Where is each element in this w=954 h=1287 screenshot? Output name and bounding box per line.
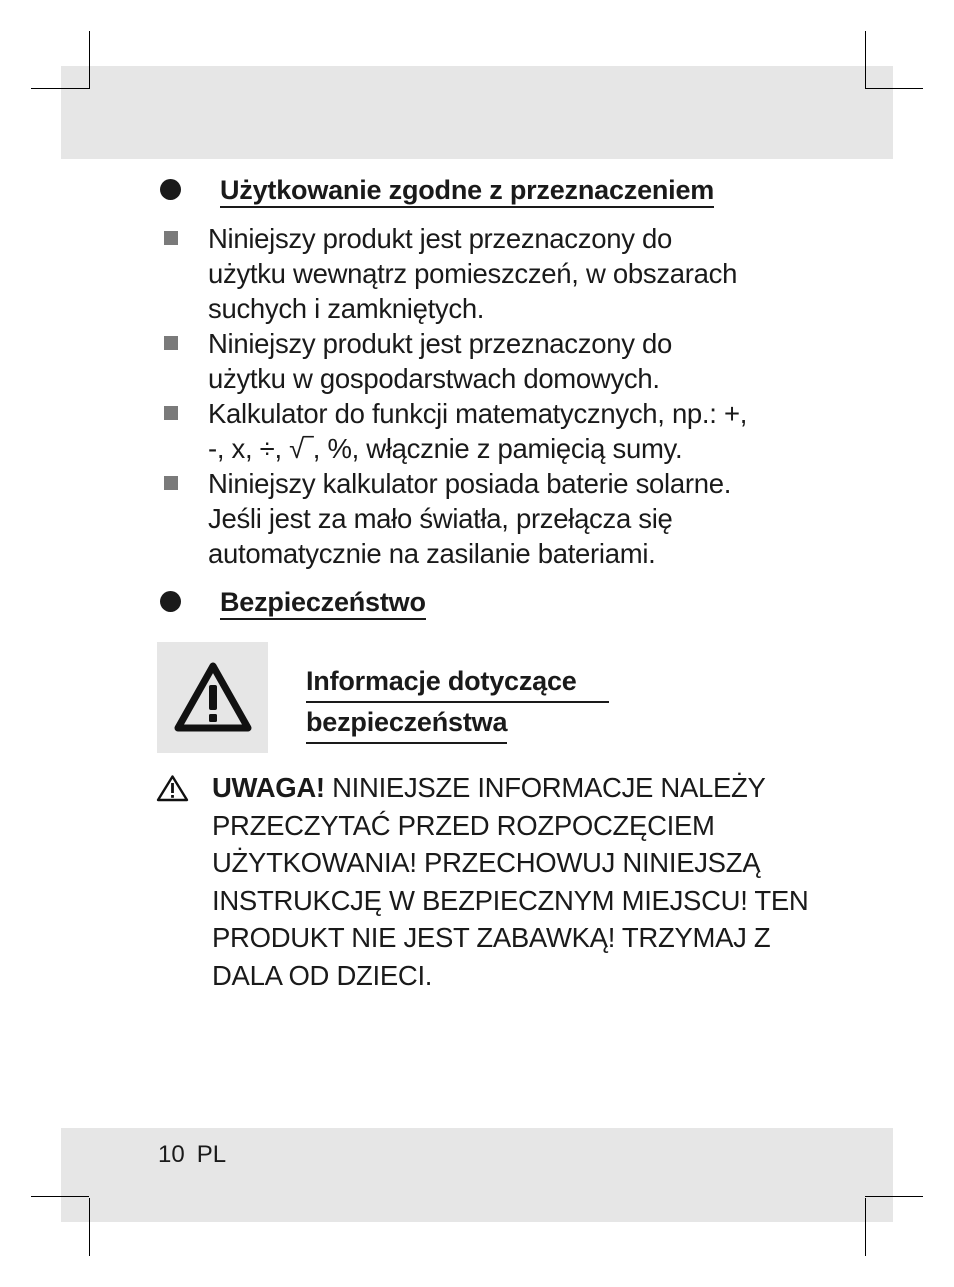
list-item-line: Kalkulator do funkcji matematycznych, np.: +,: [208, 398, 748, 429]
warning-line: PRODUKT NIE JEST ZABAWKĄ! TRZYMAJ Z: [212, 922, 771, 954]
warning-line: DALA OD DZIECI.: [212, 959, 433, 991]
list-item-line: Niniejszy produkt jest przeznaczony do: [208, 328, 672, 359]
list-item-line: Niniejszy kalkulator posiada baterie solarne.: [208, 468, 732, 499]
warning-triangle-icon: [156, 774, 189, 802]
safety-info-title: [306, 662, 609, 744]
list-item-line: użytku w gospodarstwach domowych.: [208, 363, 660, 394]
warning-text: [212, 769, 812, 995]
warning-label: UWAGA!: [212, 772, 325, 803]
list-item-line: automatycznie na zasilanie bateriami.: [208, 538, 656, 569]
list-item: [162, 326, 812, 396]
list-item: [162, 396, 812, 466]
section-title: Bezpieczeństwo: [220, 588, 426, 620]
list-item-line: Jeśli jest za mało światła, przełącza się: [208, 503, 673, 534]
warning-line: PRZECZYTAĆ PRZED ROZPOCZĘCIEM: [212, 809, 715, 841]
list-item-line: Niniejszy produkt jest przeznaczony do: [208, 223, 672, 254]
list-item-line: -, x, ÷, √‾, %, włącznie z pamięcią sumy.: [208, 433, 683, 464]
safety-info-title-line: Informacje dotyczące: [306, 662, 609, 703]
list-item-line: suchych i zamkniętych.: [208, 293, 485, 324]
page-number: 10: [158, 1141, 185, 1168]
section-title: Użytkowanie zgodne z przeznaczeniem: [220, 176, 714, 208]
section-bullet-icon: [160, 179, 181, 200]
language-code: PL: [196, 1141, 227, 1168]
section-bullet-icon: [160, 591, 181, 612]
intended-use-list: [162, 221, 812, 571]
warning-line: [212, 769, 812, 807]
square-bullet-icon: [164, 231, 178, 245]
header-band: [61, 66, 893, 159]
square-bullet-icon: [164, 406, 178, 420]
list-item-line: użytku wewnątrz pomieszczeń, w obszarach: [208, 258, 738, 289]
warning-box: [157, 642, 268, 753]
list-item: [162, 221, 812, 326]
safety-info-title-line: bezpieczeństwa: [306, 703, 507, 744]
warning-text-first-line: NINIEJSZE INFORMACJE NALEŻY: [324, 772, 766, 803]
warning-line: INSTRUKCJĘ W BEZPIECZNYM MIEJSCU! TEN: [212, 884, 809, 916]
list-item: [162, 466, 812, 571]
square-bullet-icon: [164, 336, 178, 350]
warning-triangle-icon: [172, 660, 254, 734]
square-bullet-icon: [164, 476, 178, 490]
warning-line: UŻYTKOWANIA! PRZECHOWUJ NINIEJSZĄ: [212, 847, 761, 879]
page-footer: [158, 1140, 226, 1170]
